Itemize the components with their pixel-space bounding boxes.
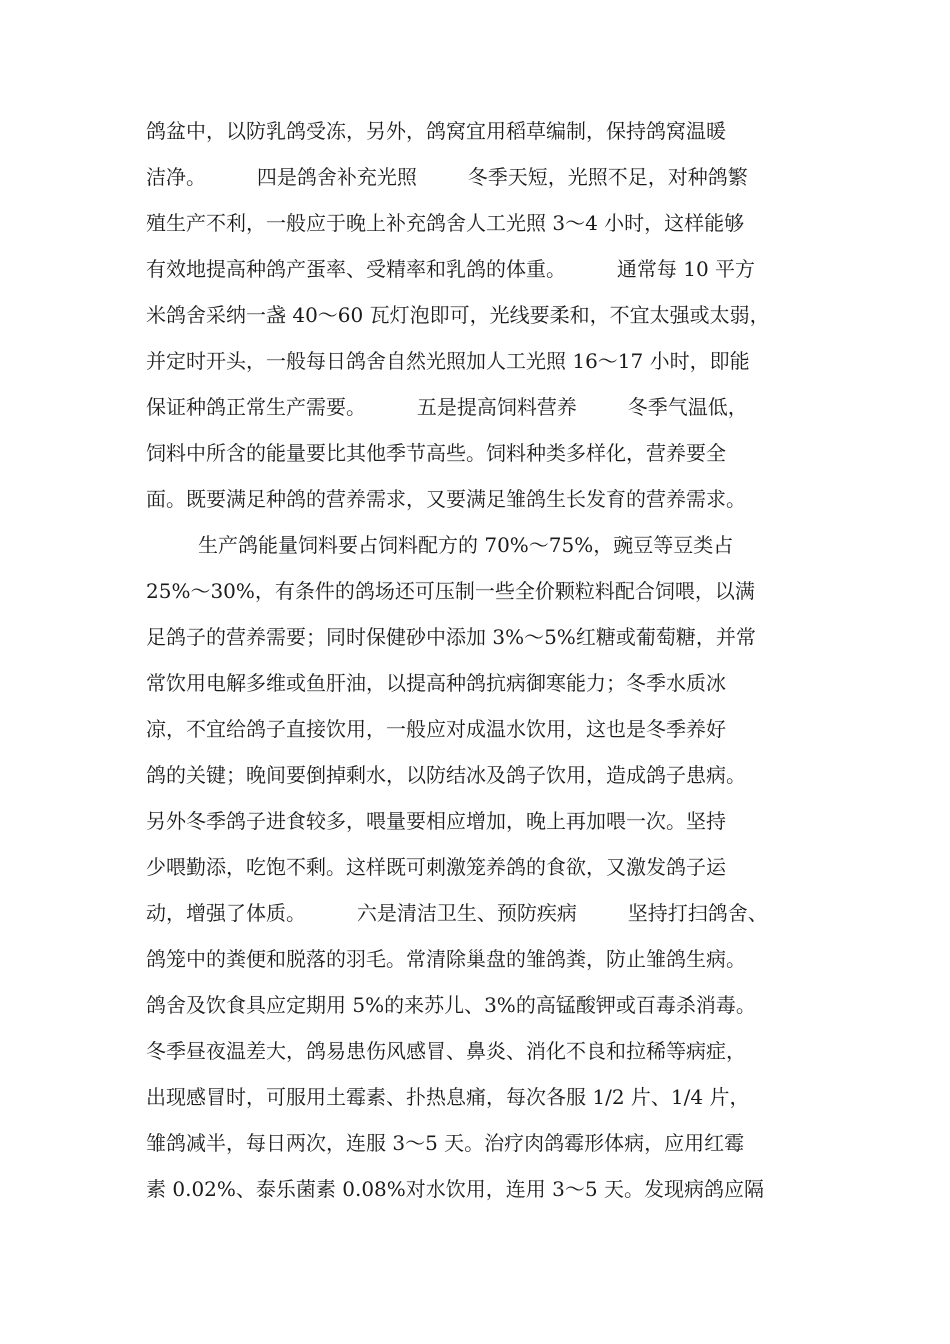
text-line: 并定时开头，一般每日鸽舍自然光照加人工光照 16～17 小时，即能 — [146, 349, 750, 373]
text-line: 饲料中所含的能量要比其他季节高些。饲料种类多样化，营养要全 — [146, 441, 726, 465]
text-line: 鸽舍及饮食具应定期用 5%的来苏儿、3%的高锰酸钾或百毒杀消毒。 — [146, 993, 756, 1017]
text-line: 雏鸽减半，每日两次，连服 3～5 天。治疗肉鸽霉形体病，应用红霉 — [146, 1131, 745, 1155]
text-line: 少喂勤添，吃饱不剩。这样既可刺激笼养鸽的食欲，又激发鸽子运 — [146, 855, 726, 879]
text-line: 有效地提高种鸽产蛋率、受精率和乳鸽的体重。 通常每 10 平方 — [146, 257, 756, 281]
text-line: 凉，不宜给鸽子直接饮用，一般应对成温水饮用，这也是冬季养好 — [146, 717, 726, 741]
text-line: 出现感冒时，可服用土霉素、扑热息痛，每次各服 1/2 片、1/4 片， — [146, 1085, 750, 1109]
text-line: 洁净。 四是鸽舍补充光照 冬季天短，光照不足，对种鸽繁 — [146, 165, 748, 189]
text-line: 鸽笼中的粪便和脱落的羽毛。常清除巢盘的雏鸽粪，防止雏鸽生病。 — [146, 947, 746, 971]
text-line: 面。既要满足种鸽的营养需求，又要满足雏鸽生长发育的营养需求。 — [146, 487, 746, 511]
text-line: 鸽的关键；晚间要倒掉剩水，以防结冰及鸽子饮用，造成鸽子患病。 — [146, 763, 746, 787]
text-line: 另外冬季鸽子进食较多，喂量要相应增加，晚上再加喂一次。坚持 — [146, 809, 726, 833]
text-line: 冬季昼夜温差大，鸽易患伤风感冒、鼻炎、消化不良和拉稀等病症， — [146, 1039, 746, 1063]
text-line: 25%～30%，有条件的鸽场还可压制一些全价颗粒料配合饲喂，以满 — [146, 579, 755, 603]
text-line: 米鸽舍采纳一盏 40～60 瓦灯泡即可，光线要柔和，不宜太强或太弱， — [146, 303, 770, 327]
text-line: 鸽盆中，以防乳鸽受冻，另外，鸽窝宜用稻草编制，保持鸽窝温暖 — [146, 119, 726, 143]
text-line: 常饮用电解多维或鱼肝油，以提高种鸽抗病御寒能力；冬季水质冰 — [146, 671, 726, 695]
text-line: 保证种鸽正常生产需要。 五是提高饲料营养 冬季气温低， — [146, 395, 748, 419]
text-line: 素 0.02%、泰乐菌素 0.08%对水饮用，连用 3～5 天。发现病鸽应隔 — [146, 1177, 764, 1201]
text-line: 动，增强了体质。 六是清洁卫生、预防疾病 坚持打扫鸽舍、 — [146, 901, 768, 925]
text-line: 殖生产不利，一般应于晚上补充鸽舍人工光照 3～4 小时，这样能够 — [146, 211, 745, 235]
text-line: 足鸽子的营养需要；同时保健砂中添加 3%～5%红糖或葡萄糖，并常 — [146, 625, 756, 649]
text-line: 生产鸽能量饲料要占饲料配方的 70%～75%，豌豆等豆类占 — [198, 533, 734, 557]
